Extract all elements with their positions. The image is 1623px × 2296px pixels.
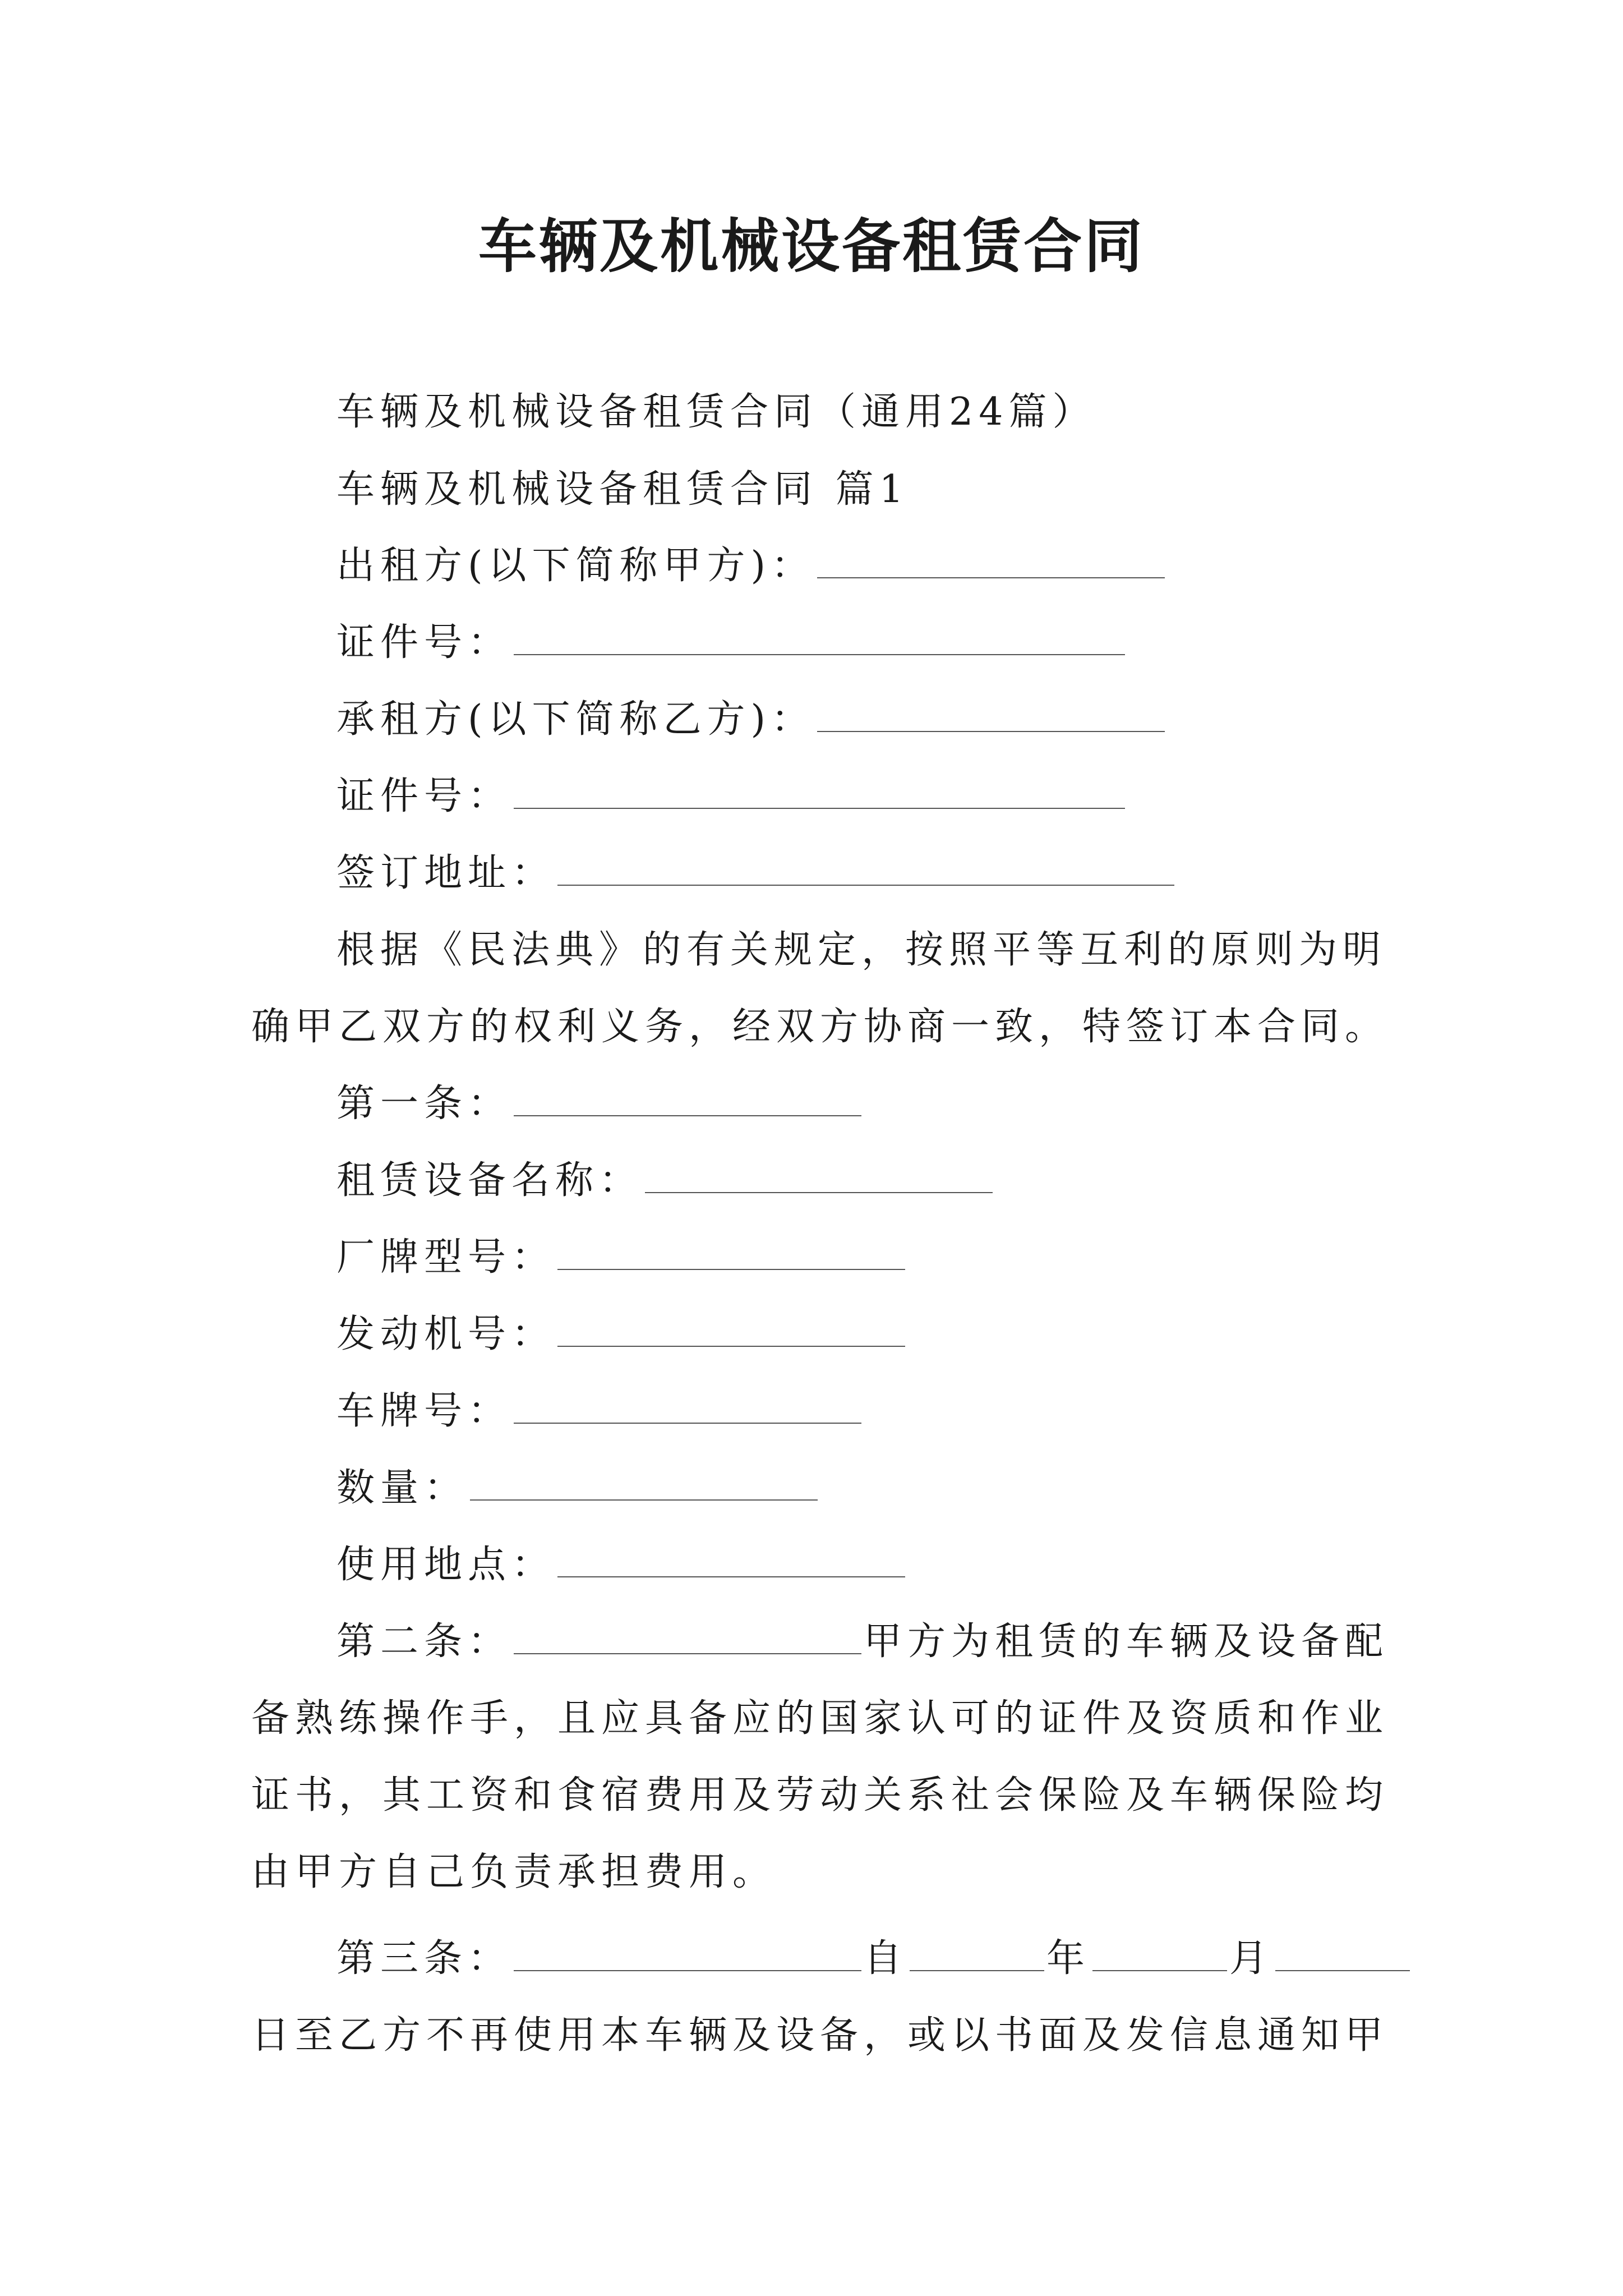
usage-location-label: 使用地点： (336, 1543, 556, 1587)
preamble-text-1: 根据《民法典》的有关规定，按照平等互利的原则为明 (336, 928, 1387, 972)
article-2-line-4 (251, 1850, 776, 1895)
equipment-name-label: 租赁设备名称： (336, 1158, 643, 1203)
sign-address-label: 签订地址： (336, 851, 556, 895)
month-label: 月 (1229, 1936, 1274, 1981)
article-2-line-1 (336, 1619, 1389, 1664)
subtitle-line (336, 390, 1096, 435)
equipment-name-field (336, 1158, 995, 1203)
article-2-blank[interactable] (514, 1624, 861, 1654)
lessee-id-field (336, 774, 1127, 819)
year-label: 年 (1046, 1936, 1091, 1981)
article-2-line-2 (251, 1696, 1389, 1741)
article-2-text-2: 备熟练操作手，且应具备应的国家认可的证件及资质和作业 (251, 1696, 1389, 1741)
lessee-blank[interactable] (817, 702, 1165, 732)
article-2-label: 第二条： (336, 1619, 512, 1664)
preamble-text-2: 确甲乙双方的权利义务，经双方协商一致，特签订本合同。 (251, 1005, 1389, 1049)
article-3-label: 第三条： (336, 1936, 512, 1981)
document-title: 车辆及机械设备租赁合同 (478, 211, 1145, 280)
sign-address-field (336, 851, 1177, 896)
lessee-field (336, 697, 1167, 742)
lessor-field (336, 544, 1167, 588)
quantity-label: 数量： (336, 1466, 468, 1510)
lessor-id-field (336, 620, 1127, 665)
article-2-text-3: 证书，其工资和食宿费用及劳动关系社会保险及车辆保险均 (251, 1773, 1389, 1818)
lessor-label: 出租方(以下简称甲方)： (336, 544, 815, 588)
plate-number-blank[interactable] (514, 1393, 861, 1424)
usage-location-blank[interactable] (557, 1547, 905, 1577)
usage-location-field (336, 1543, 907, 1588)
lessor-blank[interactable] (817, 548, 1165, 578)
article-2-line-3 (251, 1773, 1389, 1818)
plate-number-label: 车牌号： (336, 1389, 512, 1433)
section-heading (336, 467, 909, 512)
subtitle-text: 车辆及机械设备租赁合同（通用24篇） (336, 390, 1096, 434)
brand-model-field (336, 1235, 907, 1280)
lessor-id-blank[interactable] (514, 625, 1125, 655)
lessor-id-label: 证件号： (336, 620, 512, 665)
article-1-label: 第一条： (336, 1082, 512, 1126)
lessee-id-label: 证件号： (336, 774, 512, 818)
article-2-text-4: 由甲方自己负责承担费用。 (251, 1850, 777, 1894)
preamble-line-2 (251, 1005, 1389, 1050)
article-1-field (336, 1082, 864, 1126)
engine-number-field (336, 1312, 907, 1357)
article-2-text: 甲方为租赁的车辆及设备配 (864, 1619, 1389, 1664)
brand-model-label: 厂牌型号： (336, 1235, 556, 1280)
plate-number-field (336, 1389, 864, 1434)
article-3-text-2: 日至乙方不再使用本车辆及设备，或以书面及发信息通知甲 (251, 2013, 1389, 2058)
engine-number-label: 发动机号： (336, 1312, 556, 1356)
equipment-name-blank[interactable] (645, 1163, 993, 1193)
lessee-id-blank[interactable] (514, 779, 1125, 809)
brand-model-blank[interactable] (557, 1240, 905, 1270)
article-1-blank[interactable] (514, 1086, 861, 1116)
day-blank[interactable] (1275, 1941, 1410, 1971)
quantity-field (336, 1466, 820, 1511)
year-blank[interactable] (910, 1941, 1044, 1971)
article-3-blank[interactable] (514, 1941, 861, 1971)
section-heading-text: 车辆及机械设备租赁合同 篇1 (336, 467, 909, 512)
month-blank[interactable] (1092, 1941, 1227, 1971)
lessee-label: 承租方(以下简称乙方)： (336, 697, 815, 742)
sign-address-blank[interactable] (557, 855, 1174, 886)
from-label: 自 (864, 1936, 908, 1981)
article-3-line-2 (251, 2013, 1389, 2058)
quantity-blank[interactable] (470, 1470, 818, 1501)
preamble-line-1 (336, 928, 1386, 973)
article-3-line-1 (336, 1936, 1412, 1981)
engine-number-blank[interactable] (557, 1317, 905, 1347)
